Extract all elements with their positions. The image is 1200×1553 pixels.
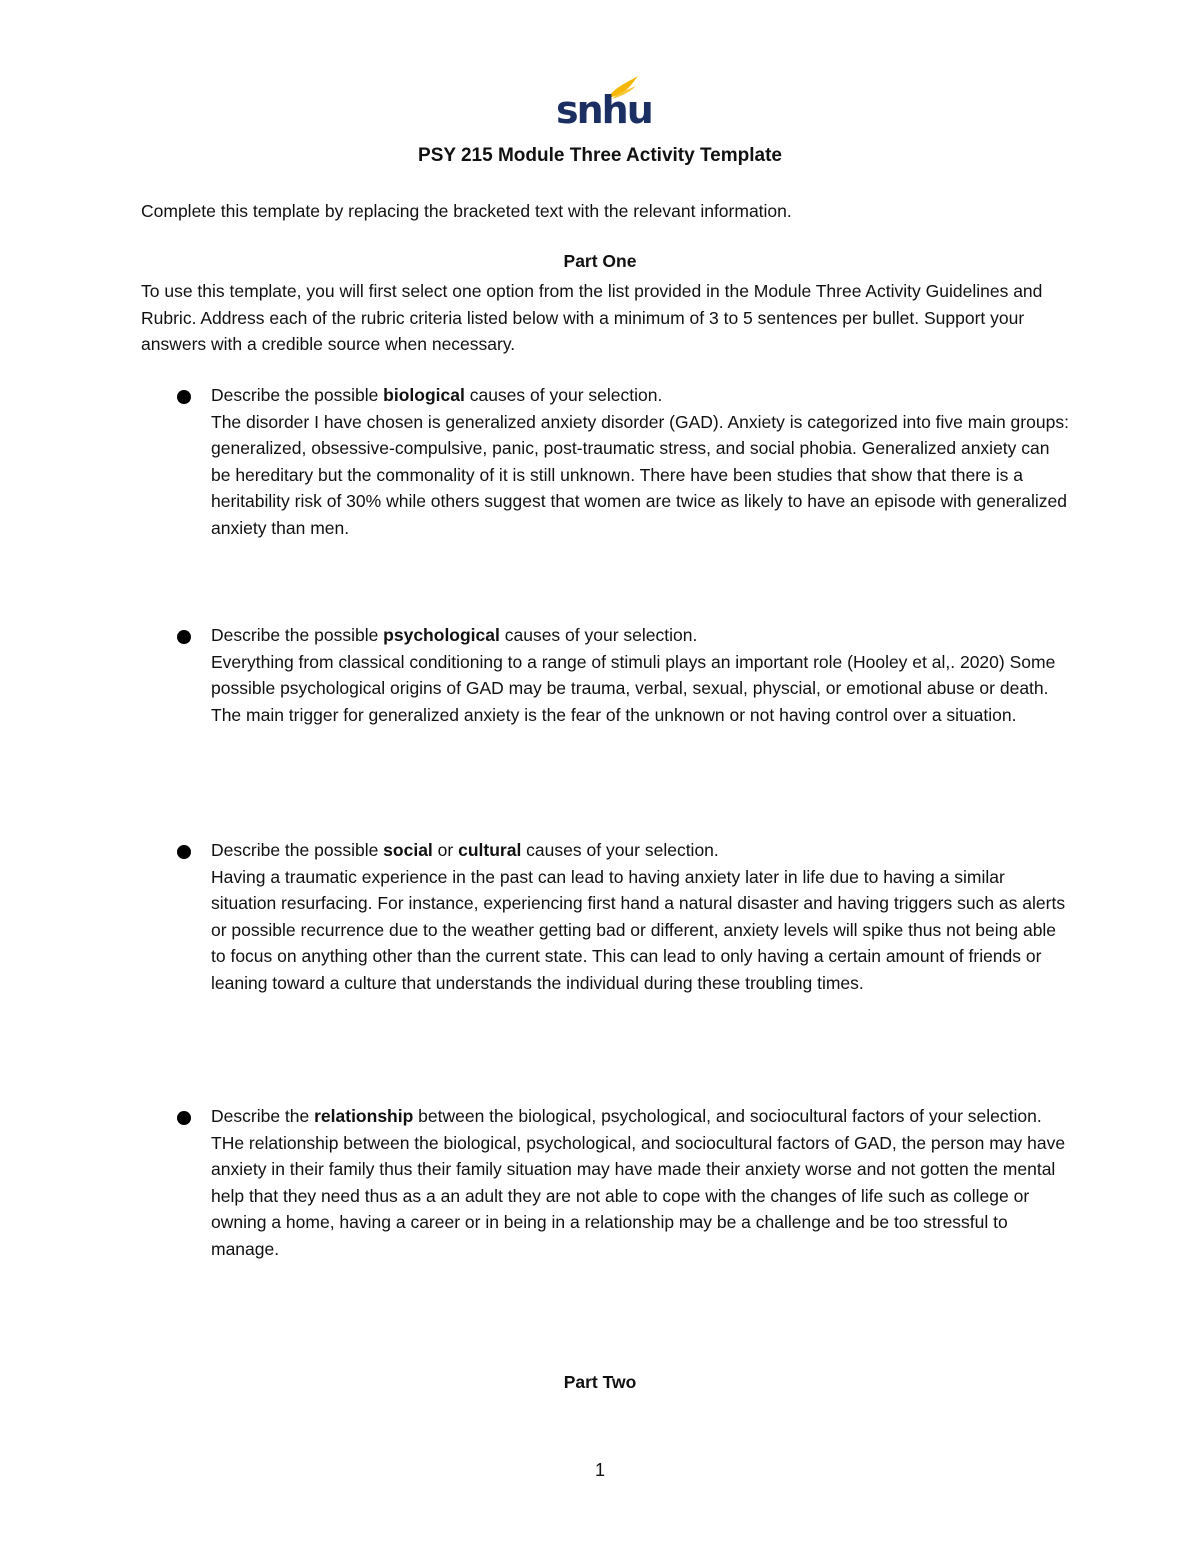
bullet-answer: The disorder I have chosen is generalized anxiety disorder (GAD). Anxiety is categorized into five main groups: generalized, obsessive-compulsive, panic, post-traumatic stress, and social phobia. Generalized anxiety can be hereditary but the commonality of it is still unknown. There have been studies that show that there is a heritability risk of 30% while others suggest that women are twice as likely to have an episode with generalized anxiety than men. — [211, 411, 1069, 538]
part-one-heading: Part One — [563, 251, 637, 271]
bullet-prompt: Describe the possible social or cultural causes of your selection. — [211, 840, 719, 860]
page-number: 1 — [594, 1460, 605, 1480]
part-one-instructions: To use this template, you will first select one option from the list provided in the Module Three Activity Guidelines and Rubric. Address each of the rubric criteria listed below with a minimum of 3 to 5 sentences per bullet. Support your answers with a credible source when necessary. — [141, 281, 1043, 354]
bullet-icon — [177, 630, 191, 644]
part-two-heading: Part Two — [563, 1372, 637, 1392]
bullet-prompt: Describe the possible psychological causes of your selection. — [211, 625, 698, 645]
intro-text: Complete this template by replacing the bracketed text with the relevant information. — [141, 201, 792, 221]
bullet-answer: Everything from classical conditioning to a range of stimuli plays an important role (Hooley et al,. 2020) Some possible psychological origins of GAD may be trauma, verbal, sexual, physcial, or emotional abuse or death. The main trigger for generalized anxiety is the fear of the unknown or not having control over a situation. — [211, 651, 1056, 725]
bullet-biological — [211, 382, 1071, 541]
bullet-relationship — [211, 1103, 1071, 1262]
logo-wordmark: snhu — [556, 88, 652, 132]
snhu-logo — [556, 74, 652, 134]
bullet-prompt: Describe the possible biological causes of your selection. — [211, 385, 663, 405]
bullet-icon — [177, 845, 191, 859]
bullet-icon — [177, 1111, 191, 1125]
document-title: PSY 215 Module Three Activity Template — [418, 145, 782, 166]
bullet-prompt: Describe the relationship between the biological, psychological, and sociocultural factors of your selection. — [211, 1106, 1042, 1126]
bullet-answer: Having a traumatic experience in the past can lead to having anxiety later in life due to having a similar situation resurfacing. For instance, experiencing first hand a natural disaster and having triggers such as alerts or possible recurrence due to the weather getting bad or different, anxiety levels will spike thus not being able to focus on anything other than the current state. This can lead to only having a certain amount of friends or leaning toward a culture that understands the individual during these troubling times. — [211, 866, 1066, 993]
bullet-icon — [177, 390, 191, 404]
bullet-psychological — [211, 622, 1071, 728]
bullet-answer: THe relationship between the biological, psychological, and sociocultural factors of GAD, the person may have anxiety in their family thus their family situation may have made their anxiety worse and not gotten the mental help that they need thus as a an adult they are not able to cope with the changes of life such as college or owning a home, having a career or in being in a relationship may be a challenge and be too stressful to manage. — [211, 1132, 1066, 1259]
bullet-social-cultural — [211, 837, 1071, 996]
